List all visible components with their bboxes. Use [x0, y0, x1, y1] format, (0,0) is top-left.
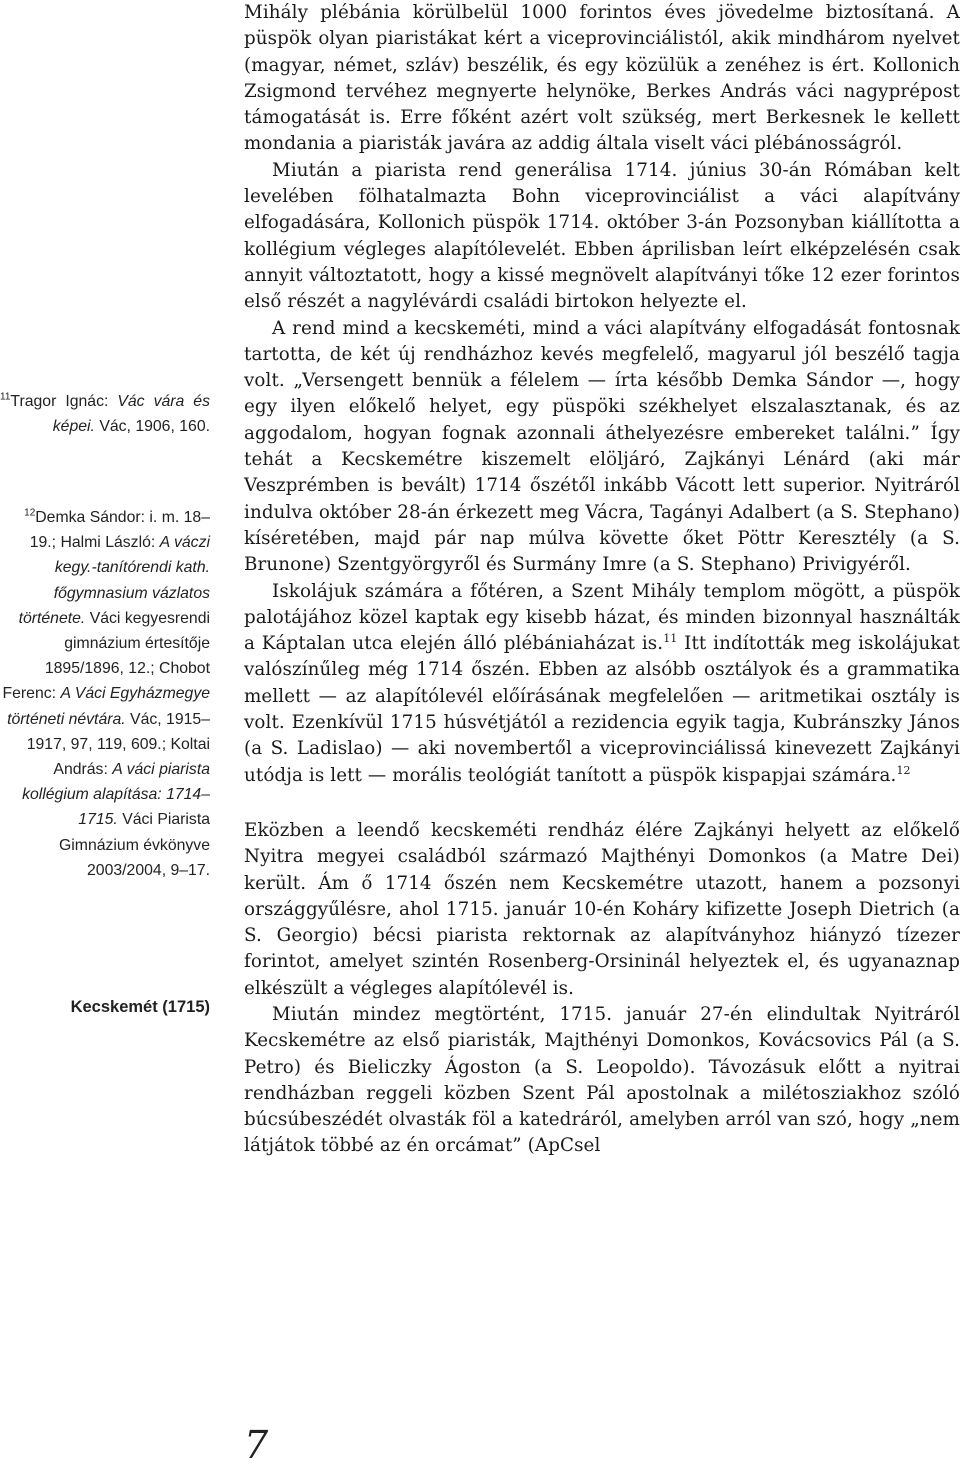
footnote-text: Tragor Ignác: — [10, 393, 118, 410]
paragraph — [244, 579, 960, 789]
paragraph: Miután a piarista rend generálisa 1714. június 30-án Rómában kelt levelében fölhatalmazta Bohn viceprovinciálist a váci alapítvány elfogadására, Kollonich püspök 1714. október 3-án Pozsonyban kiállította a kollégium végleges alapítólevelét. Ebben áprilisban leírt elképzelésén csak annyit változtatott, hogy a kissé megnövelt alapítványi tőke 12 ezer forintos első részét a nagylévárdi családi birtokon helyezte el. — [244, 159, 960, 313]
paragraph-text: Itt indították meg iskolájukat valószínűleg még 1714 őszén. Ebben az alsóbb osztályok és a grammatika mellett — az alapítólevél előírásának megfelelően — aritmetikai osztály is volt. Ezenkívül 1715 húsvétjától a rezidencia egyik tagja, Kubránszky János (a S. Ladislao) — aki novembertől a viceprovinciálissá kinevezett Zajkányi utódja is lett — morális teológiát tanított a püspök kispapjai számára. — [244, 633, 960, 786]
footnote-text: Demka Sándor: i. m. 18–19.; Halmi László: — [29, 509, 210, 552]
footnote-number: 11 — [0, 391, 11, 403]
footnote-title: A Váci Egyházmegye történeti névtára. — [7, 685, 210, 728]
page-number: 7 — [244, 1423, 269, 1467]
paragraph: Mihály plébánia körülbelül 1000 forintos éves jövedelme biztosítaná. A püspök olyan piaristákat kért a viceprovinciálistól, akik mindhárom nyelvet (magyar, német, szláv) beszélik, és egy közülük a zenéhez is ért. Kollonich Zsigmond tervéhez megnyerte helynöke, Berkes András váci nagyprépost támogatását is. Erre főként azért volt szükség, mert Berkesnek le kellett mondania a piaristák javára az addig általa viselt váci plébánosságról. — [244, 2, 960, 155]
footnote-ref-12: 12 — [896, 763, 911, 777]
body-text — [244, 0, 960, 1160]
footnote-title: Vác vára és képei. — [52, 393, 210, 436]
footnote-text: Vác, 1906, 160. — [94, 418, 210, 436]
footnote-11 — [0, 389, 210, 439]
section-heading: Kecskemét (1715) — [70, 998, 210, 1016]
footnote-title: A váci piarista kollégium alapítása: 1714–1715. — [22, 761, 210, 829]
paragraph: A rend mind a kecskeméti, mind a váci alapítvány elfogadását fontosnak tartotta, de két új rendházhoz kevés megfelelő, magyarul jól beszélő tagja volt. „Versengett bennük a félelem — írta később Demka Sándor —, hogy egy ilyen előkelő helyet, egy püspöki székhelyet elszalasztanak, és az aggodalom, hogyan fognak azonnali áthelyezésre embereket találni.” Így tehát a Kecskemétre kiszemelt elöljáró, Zajkányi Lénárd (aki már Veszprémben is bevált) 1714 őszétől inkább Vácott lett superior. Nyitráról indulva október 28-án érkezett meg Vácra, Tagányi Adalbert (a S. Stephano) kíséretében, majd pár nap múlva követte őket Pöttr Keresztély (a S. Brunone) Szentgyörgyről és Surmány Imre (a S. Stephano) Privigyéről. — [244, 317, 960, 576]
footnote-ref-11: 11 — [663, 632, 678, 646]
footnote-title: A váczi kegy.-tanítórendi kath. főgymnasium vázlatos története. — [18, 534, 210, 627]
paragraph: Eközben a leendő kecskeméti rendház élére Zajkányi helyett az előkelő Nyitra megyei családból származó Majthényi Domonkos (a Matre Dei) került. Ám ő 1714 őszén nem Kecskemétre utazott, hanem a pozsonyi országgyűlésre, ahol 1715. január 10-én Koháry kifizette Joseph Dietrich (a S. Georgio) bécsi piarista rektornak az alapítványhoz hiányzó tízezer forintot, amelyet szintén Rosenberg-Orsininál helyeztek el, és ugyanaznap elkészült a végleges alapítólevél is. — [244, 819, 960, 999]
footnote-12 — [0, 505, 210, 883]
footnote-number: 12 — [24, 507, 36, 519]
footnote-text: Váci kegyesrendi gimnázium értesítője 1895/1896, 12.; Chobot Ferenc: — [2, 609, 210, 703]
footnote-text: Vác, 1915–1917, 97, 119, 609.; Koltai András: — [26, 710, 210, 779]
paragraph: Miután mindez megtörtént, 1715. január 27-én elindultak Nyitráról Kecskemétre az első piaristák, Majthényi Domonkos, Kovácsovics Pál (a S. Petro) és Bieliczky Ágoston (a S. Leopoldo). Távozásuk előtt a nyitrai rendházban reggeli közben Szent Pál apostolnak a milétosziakhoz szóló búcsúbeszédét olvasták föl a katedráról, amelyben arról van szó, hogy „nem látjátok többé az én orcámat” (ApCsel — [244, 1003, 960, 1157]
paragraph-text: Iskolájuk számára a főtéren, a Szent Mihály templom mögött, a püspök palotájához közel kaptak egy kisebb házat, és minden bizonnyal használták a Káptalan utca elején álló plébániaházat is. — [244, 580, 960, 655]
footnote-text: Váci Piarista Gimnázium évkönyve 2003/2004, 9–17. — [58, 811, 210, 879]
